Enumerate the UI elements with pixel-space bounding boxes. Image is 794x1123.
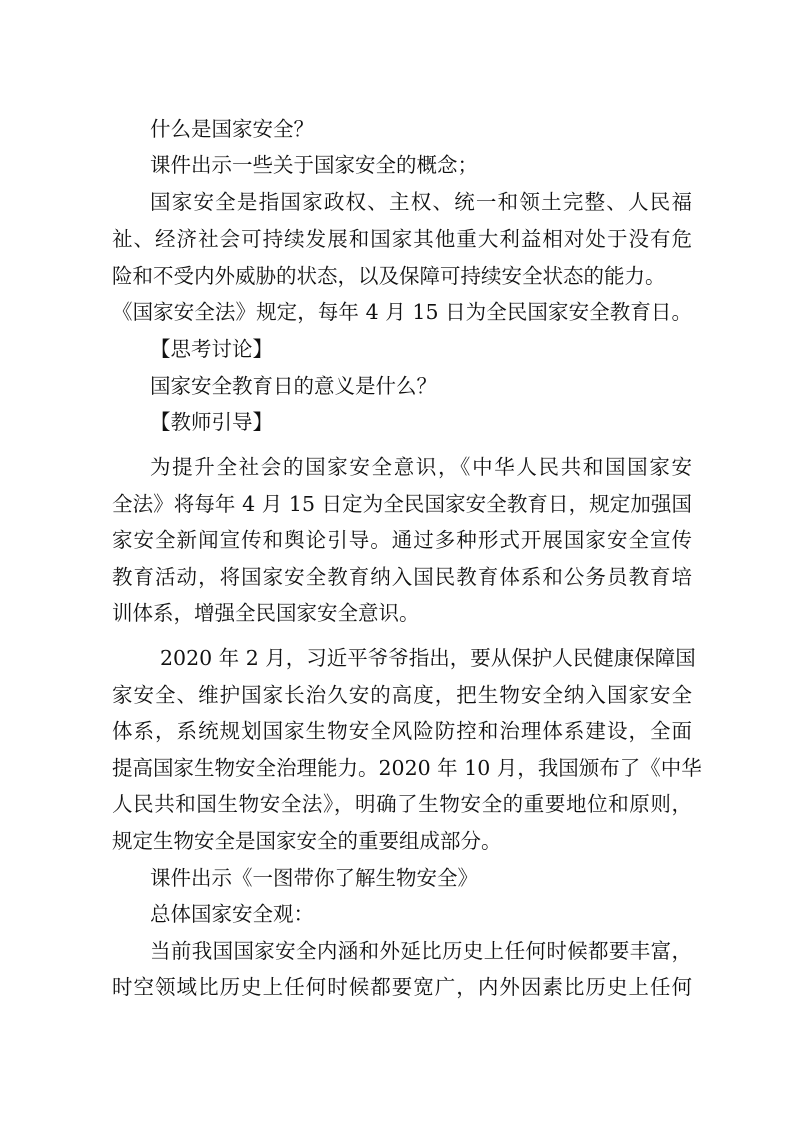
text-line: 2020 年 2 月，习近平爷爷指出，要从保护人民健康保障国 (160, 646, 696, 670)
text-line: 全法》将每年 4 月 15 日定为全民国家安全教育日，规定加强国 (112, 492, 692, 516)
text-line: 家安全、维护国家长治久安的高度，把生物安全纳入国家安全 (112, 683, 692, 707)
text-line: 时空领域比历史上任何时候都要宽广，内外因素比历史上任何 (112, 975, 692, 999)
text-line: 课件出示一些关于国家安全的概念； (150, 153, 478, 177)
text-line: 提高国家生物安全治理能力。2020 年 10 月，我国颁布了《中华 (112, 756, 702, 780)
text-line: 当前我国国家安全内涵和外延比历史上任何时候都要丰富， (150, 939, 692, 963)
text-line: 《国家安全法》规定，每年 4 月 15 日为全民国家安全教育日。 (112, 300, 692, 324)
text-line: 体系，系统规划国家生物安全风险防控和治理体系建设，全面 (112, 719, 692, 743)
text-line: 【思考讨论】 (150, 337, 273, 361)
text-line: 训体系，增强全民国家安全意识。 (112, 601, 420, 625)
text-line: 什么是国家安全？ (150, 117, 314, 141)
text-line: 【教师引导】 (150, 410, 273, 434)
text-line: 教育活动，将国家安全教育纳入国民教育体系和公务员教育培 (112, 565, 692, 589)
text-line: 规定生物安全是国家安全的重要组成部分。 (112, 829, 502, 853)
text-line: 课件出示《一图带你了解生物安全》 (150, 866, 478, 890)
text-line: 祉、经济社会可持续发展和国家其他重大利益相对处于没有危 (112, 227, 692, 251)
text-line: 家安全新闻宣传和舆论引导。通过多种形式开展国家安全宣传 (112, 528, 692, 552)
text-line: 人民共和国生物安全法》，明确了生物安全的重要地位和原则， (112, 792, 692, 816)
text-line: 国家安全教育日的意义是什么？ (150, 374, 437, 398)
text-line: 总体国家安全观： (150, 902, 314, 926)
text-line: 国家安全是指国家政权、主权、统一和领土完整、人民福 (150, 190, 692, 214)
text-line: 为提升全社会的国家安全意识，《中华人民共和国国家安 (150, 455, 692, 479)
text-line: 险和不受内外威胁的状态，以及保障可持续安全状态的能力。 (112, 264, 666, 288)
